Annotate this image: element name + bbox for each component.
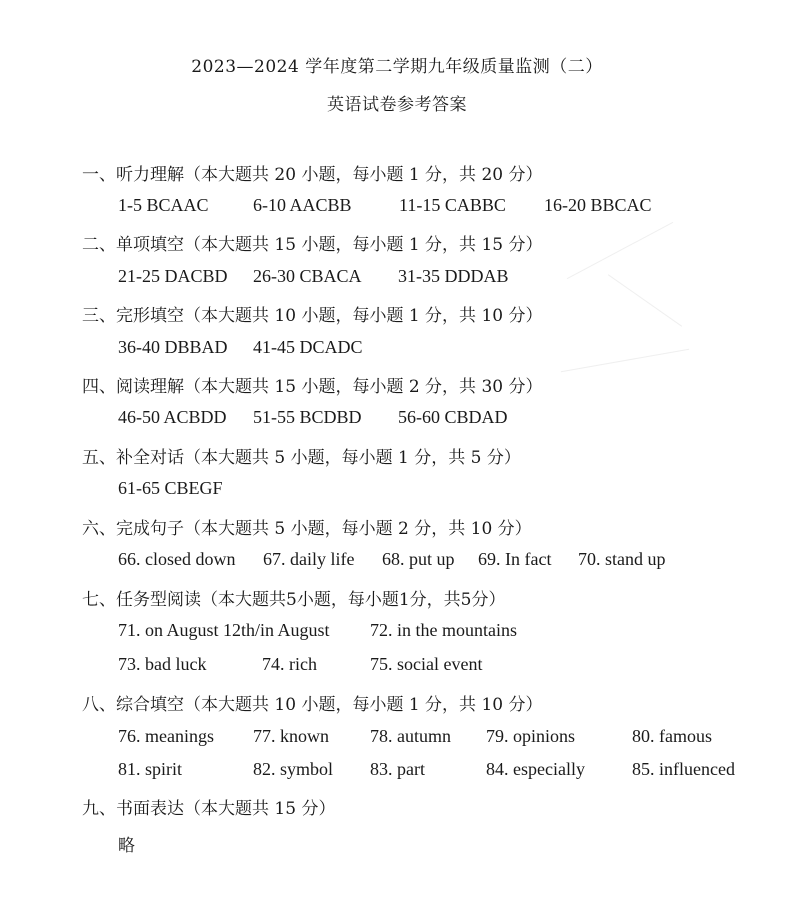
section-heading-listening: 一、听力理解（本大题共 20 小题，每小题 1 分，共 20 分）: [82, 165, 543, 185]
answer-item: 70. stand up: [578, 549, 666, 569]
answer-item: 82. symbol: [253, 759, 334, 779]
section-heading-single-choice: 二、单项填空（本大题共 15 小题，每小题 1 分，共 15 分）: [82, 235, 543, 255]
faint-mark: [561, 349, 689, 373]
answer-item: 79. opinions: [486, 726, 576, 746]
answer-item: 74. rich: [262, 654, 317, 674]
answer-item: 83. part: [370, 759, 425, 779]
answer-item: 78. autumn: [370, 726, 451, 746]
answer-item: 67. daily life: [263, 549, 355, 569]
answer-group: 51-55 BCDBD: [253, 407, 362, 427]
answer-group: 46-50 ACBDD: [118, 407, 227, 427]
section-heading-writing: 九、书面表达（本大题共 15 分）: [82, 799, 336, 819]
faint-mark: [608, 274, 682, 326]
answer-item: 75. social event: [370, 654, 483, 674]
section-heading-dialogue: 五、补全对话（本大题共 5 小题，每小题 1 分，共 5 分）: [82, 448, 521, 468]
answer-group: 11-15 CABBC: [399, 195, 506, 215]
answer-item: 84. especially: [486, 759, 585, 779]
answer-group: 56-60 CBDAD: [398, 407, 508, 427]
section-heading-cloze: 三、完形填空（本大题共 10 小题，每小题 1 分，共 10 分）: [82, 306, 543, 326]
answer-item: 69. In fact: [478, 549, 552, 569]
answer-item: 71. on August 12th/in August: [118, 620, 330, 640]
faint-mark: [567, 222, 673, 279]
answer-group: 41-45 DCADC: [253, 337, 363, 357]
answer-group: 1-5 BCAAC: [118, 195, 209, 215]
page-title: 2023—2024 学年度第二学期九年级质量监测（二）: [191, 57, 603, 77]
answer-item: 66. closed down: [118, 549, 236, 569]
answer-group: 16-20 BBCAC: [544, 195, 652, 215]
answer-group: 6-10 AACBB: [253, 195, 352, 215]
answer-item: 76. meanings: [118, 726, 214, 746]
answer-item: 73. bad luck: [118, 654, 207, 674]
section-heading-sentences: 六、完成句子（本大题共 5 小题，每小题 2 分，共 10 分）: [82, 519, 532, 539]
answer-group: 36-40 DBBAD: [118, 337, 228, 357]
answer-item: 72. in the mountains: [370, 620, 517, 640]
answer-item: 85. influenced: [632, 759, 735, 779]
page-subtitle: 英语试卷参考答案: [327, 95, 467, 115]
answer-group: 61-65 CBEGF: [118, 478, 223, 498]
answer-group: 26-30 CBACA: [253, 266, 362, 286]
section-heading-reading: 四、阅读理解（本大题共 15 小题，每小题 2 分，共 30 分）: [82, 377, 543, 397]
answer-item: 68. put up: [382, 549, 455, 569]
section-heading-task-reading: 七、任务型阅读（本大题共5小题，每小题1分，共5分）: [82, 590, 506, 610]
answer-group: 31-35 DDDAB: [398, 266, 509, 286]
section-heading-comprehensive-fill: 八、综合填空（本大题共 10 小题，每小题 1 分，共 10 分）: [82, 695, 543, 715]
answer-item: 77. known: [253, 726, 329, 746]
answer-item: 80. famous: [632, 726, 712, 746]
answer-omitted: 略: [118, 836, 135, 856]
answer-item: 81. spirit: [118, 759, 183, 779]
answer-group: 21-25 DACBD: [118, 266, 228, 286]
